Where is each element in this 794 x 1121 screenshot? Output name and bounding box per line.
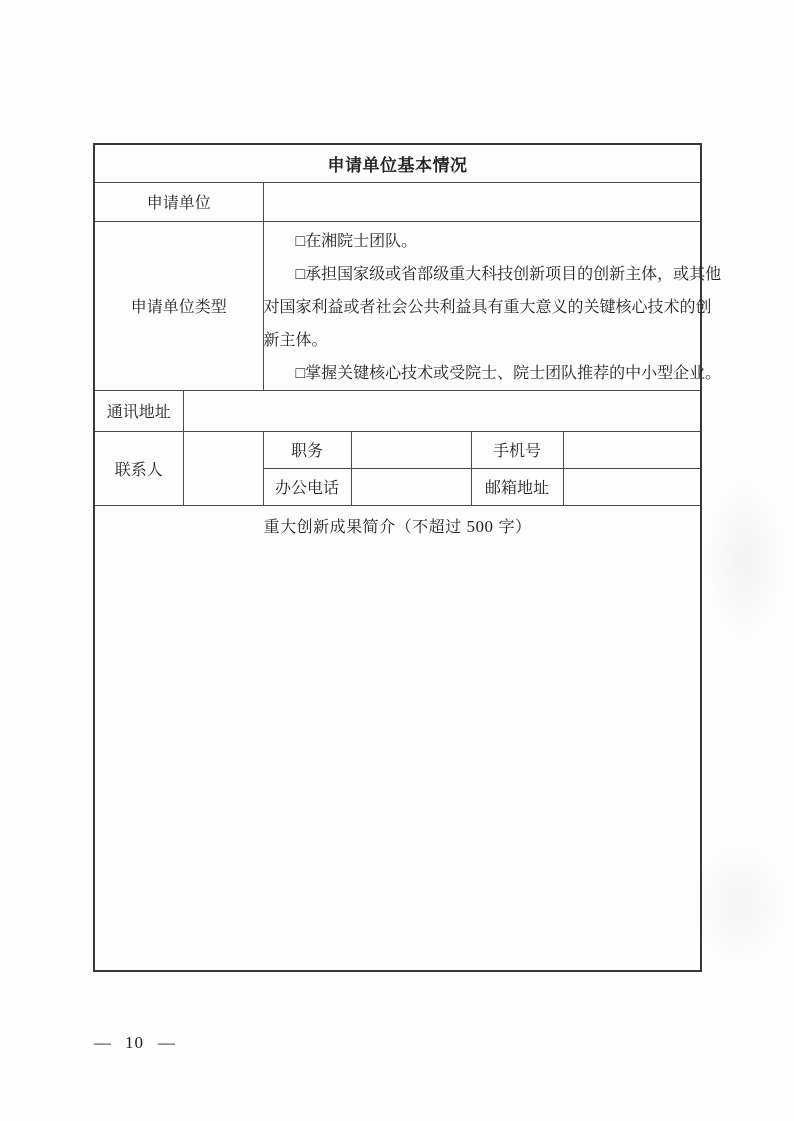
applicant-unit-value-cell	[263, 182, 701, 221]
unit-type-option-major-project-line-1: □承担国家级或省部级重大科技创新项目的创新主体，或其他	[295, 265, 722, 283]
unit-type-option-sme: □掌握关键核心技术或受院士、院士团队推荐的中小型企业。	[295, 364, 722, 382]
contact-label: 联系人	[94, 431, 183, 505]
mobile-value-cell	[563, 431, 701, 468]
position-label: 职务	[263, 431, 351, 468]
office-phone-value-cell	[351, 468, 471, 505]
achievements-section-cell	[94, 505, 701, 971]
footer-dash-left: —	[94, 1033, 111, 1052]
address-row	[94, 390, 701, 431]
title-row	[94, 144, 701, 182]
applicant-form-table	[93, 143, 722, 972]
contact-row-top	[94, 431, 701, 468]
unit-type-label: 申请单位类型	[94, 221, 263, 390]
achievements-title	[95, 514, 700, 537]
mobile-label: 手机号	[471, 431, 563, 468]
form-title: 申请单位基本情况	[94, 144, 701, 182]
unit-type-option-team: □在湘院士团队。	[295, 232, 418, 250]
office-phone-label: 办公电话	[263, 468, 351, 505]
applicant-unit-row	[94, 182, 701, 221]
email-value-cell	[563, 468, 701, 505]
achievements-title-prefix: 重大创新成果简介（不超过	[263, 518, 467, 536]
unit-type-options	[263, 222, 722, 390]
page-number: 10	[125, 1033, 144, 1052]
email-label: 邮箱地址	[471, 468, 563, 505]
footer-dash-right: —	[158, 1033, 175, 1052]
achievements-row	[94, 505, 701, 971]
applicant-unit-label: 申请单位	[94, 182, 263, 221]
achievements-word-limit: 500	[466, 516, 494, 536]
contact-name-cell	[183, 431, 263, 505]
page-footer	[94, 1033, 175, 1053]
address-value-cell	[183, 390, 701, 431]
address-label: 通讯地址	[94, 390, 183, 431]
achievements-title-suffix: 字）	[493, 518, 532, 536]
unit-type-option-major-project-line-2: 对国家利益或者社会公共利益具有重大意义的关键核心技术的创	[263, 298, 712, 316]
unit-type-row	[94, 221, 701, 390]
unit-type-options-cell	[263, 221, 722, 390]
position-value-cell	[351, 431, 471, 468]
unit-type-option-major-project-line-3: 新主体。	[263, 331, 328, 349]
